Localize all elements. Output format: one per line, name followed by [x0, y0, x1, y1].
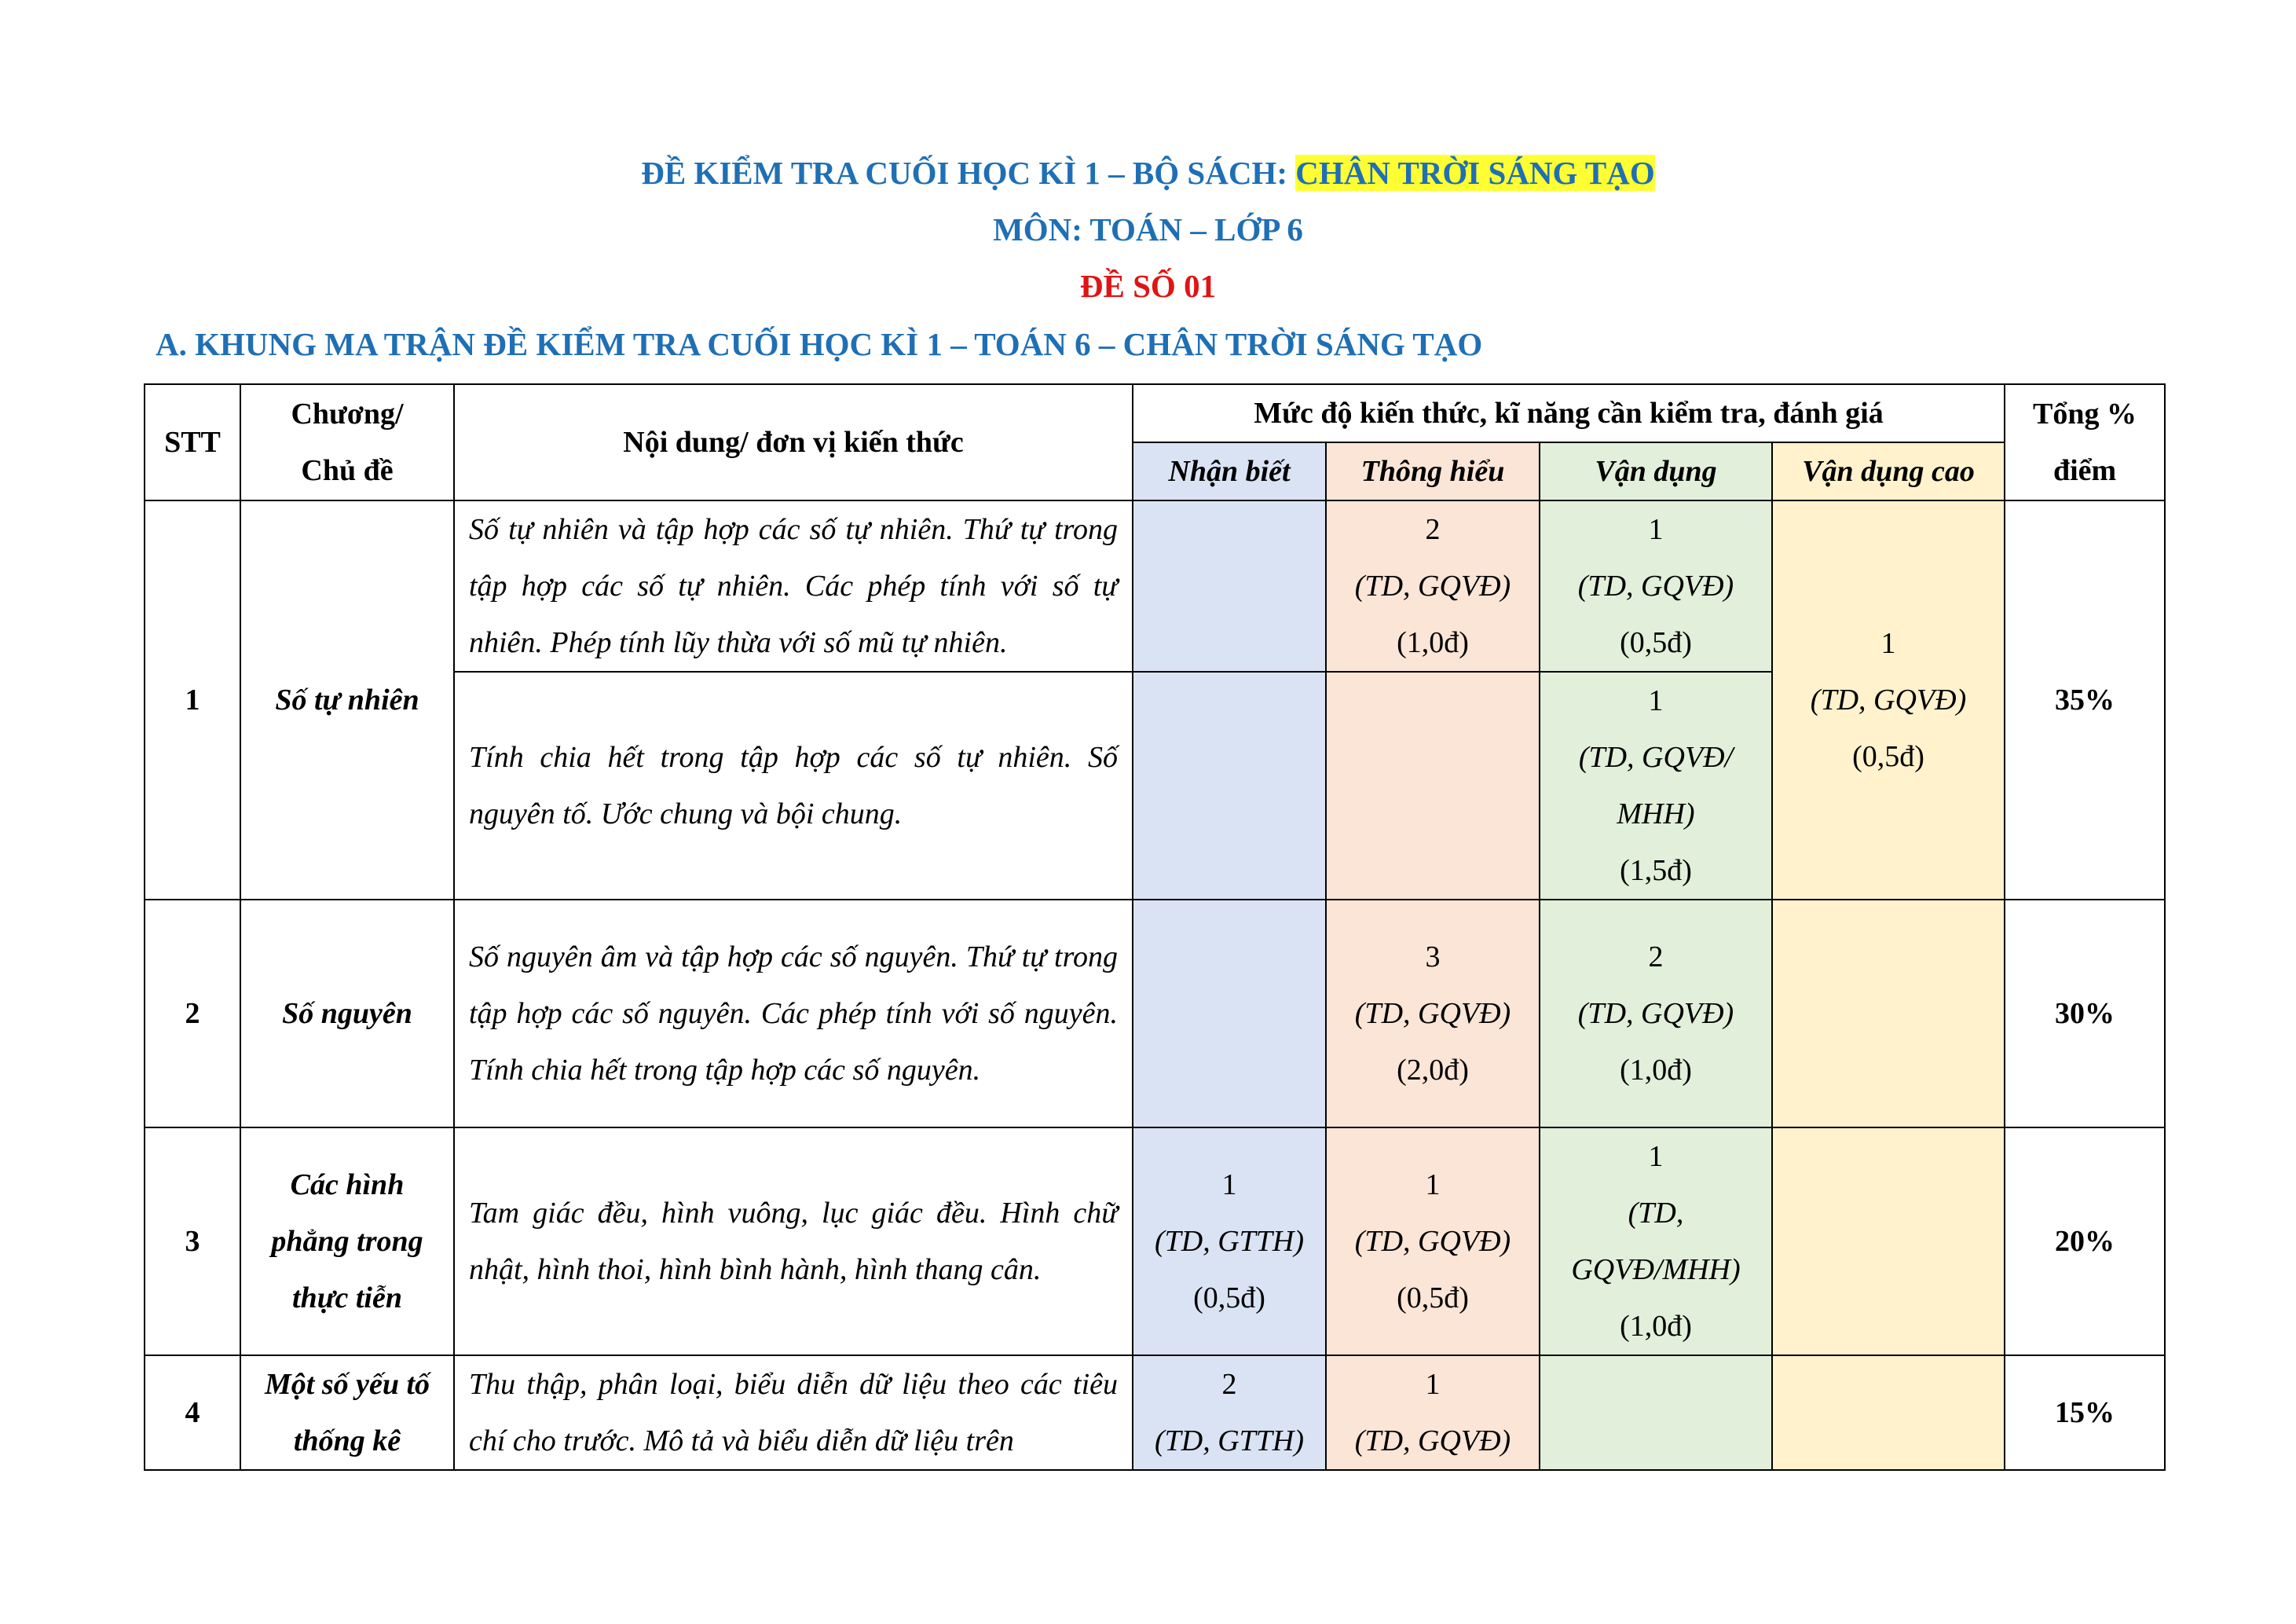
header-tong-line2: điểm — [2052, 454, 2117, 487]
row1b-vd-points: (1,5đ) — [1620, 854, 1692, 887]
row1b-nhan-biet — [1133, 672, 1326, 900]
row3-noi-dung: Tam giác đều, hình vuông, lục giác đều. Hình chữ nhật, hình thoi, hình bình hành, hình thang cân. — [454, 1127, 1133, 1355]
row3-th-skills: (TD, GQVĐ) — [1354, 1225, 1511, 1258]
row2-vd-count: 2 — [1648, 940, 1664, 973]
row3-nb-points: (0,5đ) — [1193, 1281, 1265, 1314]
row1-tong: 35% — [2005, 500, 2165, 900]
row4-van-dung — [1540, 1355, 1772, 1470]
row3-thong-hieu — [1326, 1127, 1540, 1355]
row3-vd-skills-1: (TD, — [1628, 1197, 1684, 1230]
row1a-van-dung — [1540, 500, 1772, 672]
subject-line: MÔN: TOÁN – LỚP 6 — [993, 211, 1303, 247]
row3-van-dung — [1540, 1127, 1772, 1355]
row2-chu-de: Số nguyên — [240, 900, 454, 1127]
row4-van-dung-cao — [1772, 1355, 2005, 1470]
row3-nb-skills: (TD, GTTH) — [1154, 1225, 1305, 1258]
row1a-thong-hieu — [1326, 500, 1540, 672]
header-noi-dung: Nội dung/ đơn vị kiến thức — [454, 384, 1133, 500]
row2-thong-hieu — [1326, 900, 1540, 1127]
row2-van-dung-cao — [1772, 900, 2005, 1127]
row3-th-count: 1 — [1425, 1168, 1441, 1201]
exam-title — [0, 154, 2296, 192]
row1-vdc-points: (0,5đ) — [1852, 740, 1924, 773]
row4-nb-skills: (TD, GTTH) — [1154, 1424, 1305, 1457]
row4-th-skills: (TD, GQVĐ) — [1354, 1424, 1511, 1457]
row3-chu-de-line1: Các hình — [290, 1168, 405, 1201]
exam-title-prefix: ĐỀ KIỂM TRA CUỐI HỌC KÌ 1 – BỘ SÁCH: — [641, 155, 1296, 191]
row4-chu-de-line1: Một số yếu tố — [264, 1368, 430, 1401]
row4-nhan-biet — [1133, 1355, 1326, 1470]
row3-chu-de — [240, 1127, 454, 1355]
row4-nb-count: 2 — [1221, 1368, 1237, 1401]
row1b-vd-skills-2: MHH) — [1617, 797, 1695, 830]
section-heading: A. KHUNG MA TRẬN ĐỀ KIỂM TRA CUỐI HỌC KÌ 1 – TOÁN 6 – CHÂN TRỜI SÁNG TẠO — [156, 326, 1483, 362]
header-chuong-line2: Chủ đề — [301, 454, 394, 487]
row1a-noi-dung: Số tự nhiên và tập hợp các số tự nhiên. Thứ tự trong tập hợp các số tự nhiên. Các phép tính với số tự nhiên. Phép tính lũy thừa với số mũ tự nhiên. — [454, 500, 1133, 672]
row2-stt: 2 — [145, 900, 240, 1127]
matrix-table — [144, 383, 2166, 1471]
header-van-dung: Vận dụng — [1540, 442, 1772, 500]
row1b-vd-count: 1 — [1648, 684, 1664, 717]
row1-vdc-skills: (TD, GQVĐ) — [1810, 684, 1967, 717]
row2-nhan-biet — [1133, 900, 1326, 1127]
header-chuong-line1: Chương/ — [291, 398, 404, 431]
row3-nb-count: 1 — [1221, 1168, 1237, 1201]
row3-chu-de-line2: phẳng trong — [271, 1225, 423, 1258]
row2-noi-dung: Số nguyên âm và tập hợp các số nguyên. Thứ tự trong tập hợp các số nguyên. Các phép tính với số nguyên. Tính chia hết trong tập hợp các số nguyên. — [454, 900, 1133, 1127]
row2-tong: 30% — [2005, 900, 2165, 1127]
header-nhan-biet: Nhận biết — [1133, 442, 1326, 500]
row2-th-points: (2,0đ) — [1397, 1054, 1469, 1087]
row4-noi-dung: Thu thập, phân loại, biểu diễn dữ liệu theo các tiêu chí cho trước. Mô tả và biểu diễn dữ liệu trên — [454, 1355, 1133, 1470]
book-series-highlight: CHÂN TRỜI SÁNG TẠO — [1295, 155, 1655, 191]
row2-th-count: 3 — [1425, 940, 1441, 973]
header-tong — [2005, 384, 2165, 500]
row1a-vd-skills: (TD, GQVĐ) — [1577, 570, 1734, 603]
header-tong-line1: Tổng % — [2033, 398, 2137, 431]
header-thong-hieu: Thông hiểu — [1326, 442, 1540, 500]
row1-vdc-count: 1 — [1880, 627, 1896, 660]
row2-th-skills: (TD, GQVĐ) — [1354, 997, 1511, 1030]
row2-vd-points: (1,0đ) — [1620, 1054, 1692, 1087]
row3-th-points: (0,5đ) — [1397, 1281, 1469, 1314]
row2-van-dung — [1540, 900, 1772, 1127]
row1a-nhan-biet — [1133, 500, 1326, 672]
header-stt: STT — [145, 384, 240, 500]
row3-tong: 20% — [2005, 1127, 2165, 1355]
row3-chu-de-line3: thực tiễn — [292, 1281, 402, 1314]
row3-vd-points: (1,0đ) — [1620, 1310, 1692, 1343]
row4-stt: 4 — [145, 1355, 240, 1470]
header-chuong — [240, 384, 454, 500]
row3-stt: 3 — [145, 1127, 240, 1355]
row4-th-count: 1 — [1425, 1368, 1441, 1401]
row3-vd-skills-2: GQVĐ/MHH) — [1571, 1253, 1741, 1286]
row1b-vd-skills-1: (TD, GQVĐ/ — [1578, 741, 1734, 774]
row3-nhan-biet — [1133, 1127, 1326, 1355]
row3-vd-count: 1 — [1648, 1140, 1664, 1173]
row1-van-dung-cao — [1772, 500, 2005, 900]
row4-thong-hieu — [1326, 1355, 1540, 1470]
row1-chu-de: Số tự nhiên — [240, 500, 454, 900]
row1-stt: 1 — [145, 500, 240, 900]
row1a-th-points: (1,0đ) — [1397, 626, 1469, 659]
row2-vd-skills: (TD, GQVĐ) — [1577, 997, 1734, 1030]
row4-chu-de-line2: thống kê — [293, 1424, 401, 1457]
header-van-dung-cao: Vận dụng cao — [1772, 442, 2005, 500]
row1a-vd-points: (0,5đ) — [1620, 626, 1692, 659]
row3-van-dung-cao — [1772, 1127, 2005, 1355]
row1b-van-dung — [1540, 672, 1772, 900]
exam-number: ĐỀ SỐ 01 — [1079, 268, 1217, 304]
header-muc-do: Mức độ kiến thức, kĩ năng cần kiểm tra, đánh giá — [1133, 384, 2005, 442]
row1a-vd-count: 1 — [1648, 513, 1664, 546]
row1b-thong-hieu — [1326, 672, 1540, 900]
row4-chu-de — [240, 1355, 454, 1470]
row4-tong: 15% — [2005, 1355, 2165, 1470]
row1a-th-skills: (TD, GQVĐ) — [1354, 570, 1511, 603]
row1b-noi-dung: Tính chia hết trong tập hợp các số tự nhiên. Số nguyên tố. Ước chung và bội chung. — [454, 672, 1133, 900]
row1a-th-count: 2 — [1425, 513, 1441, 546]
